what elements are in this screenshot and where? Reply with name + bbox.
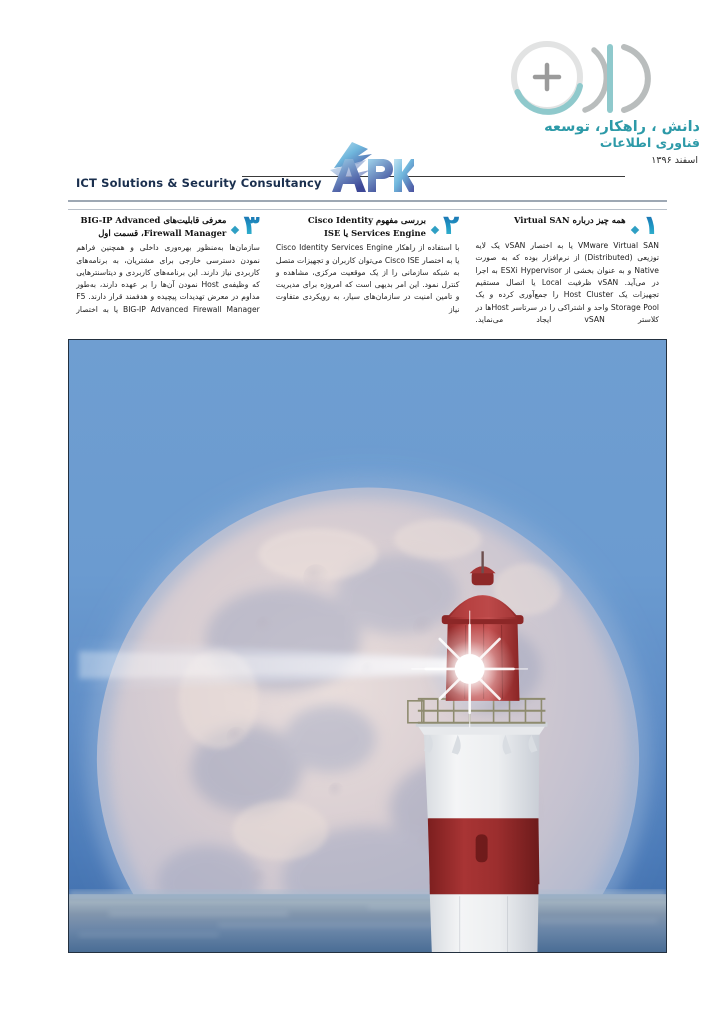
teaser-number: ۲ xyxy=(442,210,460,241)
teaser-header xyxy=(276,210,460,241)
teaser-header xyxy=(475,210,659,241)
issue-date: اسفند ۱۳۹۶ xyxy=(651,154,698,166)
masthead xyxy=(0,0,724,210)
teaser-body: VMware Virtual SAN یا به اختصار vSAN یک لایه توزیعی (Distributed) از نرم‌افزار بوده که به صورت Native و به عنوان بخشی از ESXi Hypervisor به اجرا در می‌آید. vSAN ظرفیت Local یا اتصال مستقیم تجهیزات یک Host Cluster را جمع‌آوری کرده و یک Storage Pool واحد و اشتراکی را در سرتاسر Host‌ها در کلاستر vSAN ایجاد می‌نماید. xyxy=(475,241,660,324)
teaser-body: با استفاده از راهکار Cisco Identity Services Engine یا به اختصار Cisco ISE می‌توان کاربران و تجهیزات متصل به شبکه سازمانی را از یک موقعیت مرکزی، مشاهده و کنترل نمود. این امر بدیهی است که امروزه برای مدیریت و تامین امنیت در سازمان‌های سیار، به رویکردی متفاوت نیاز xyxy=(275,243,460,314)
brand-tagline xyxy=(476,119,706,151)
apk-brand-block[interactable] xyxy=(72,140,414,196)
brand-block[interactable] xyxy=(476,38,706,166)
apk-subtitle: ICT Solutions & Security Consultancy xyxy=(76,176,322,190)
masthead-rule xyxy=(68,200,667,202)
diamond-bullet-icon xyxy=(630,226,638,234)
teaser-column-2[interactable] xyxy=(268,210,468,332)
teaser-header xyxy=(76,210,260,241)
od-plus-logo-icon xyxy=(487,38,702,116)
brand-tagline-line2: فناوری اطلاعات xyxy=(599,135,700,151)
brand-tagline-line1: دانش ، راهکار، توسعه xyxy=(544,119,700,135)
teaser-top-rule xyxy=(68,209,667,210)
teaser-number: ۱ xyxy=(642,210,659,241)
diamond-bullet-icon xyxy=(431,226,439,234)
diamond-bullet-icon xyxy=(231,226,239,234)
teaser-columns xyxy=(68,210,667,332)
teaser-column-1[interactable] xyxy=(467,210,667,332)
hero-photo xyxy=(68,339,667,953)
teaser-number: ۳ xyxy=(243,210,260,241)
teaser-title[interactable]: همه چیز درباره Virtual SAN xyxy=(513,215,626,225)
apk-logo-icon xyxy=(322,140,414,196)
teaser-title[interactable]: معرفی قابلیت‌های BIG-IP Advanced Firewall Manager، قسمت اول xyxy=(80,215,227,238)
teaser-title[interactable]: بررسی مفهوم Cisco Identity Services Engine یا ISE xyxy=(307,215,426,238)
teaser-body: سازمان‌ها به‌منظور بهره‌وری داخلی و همچنین فراهم نمودن دسترسی خارجی برای مشتریان، به برنامه‌های کاربردی نیاز دارند. این برنامه‌های کاربردی و دیتاسنترهایی که وظیفه‌ی Host نمودن آن‌ها را بر عهده دارند، به‌طور مداوم در معرض تهدیدات پیچیده و هدفمند قرار دارند. F5 BIG-IP Advanced Firewall Manager یا به اختصار xyxy=(76,243,260,314)
teaser-column-3[interactable] xyxy=(68,210,268,332)
